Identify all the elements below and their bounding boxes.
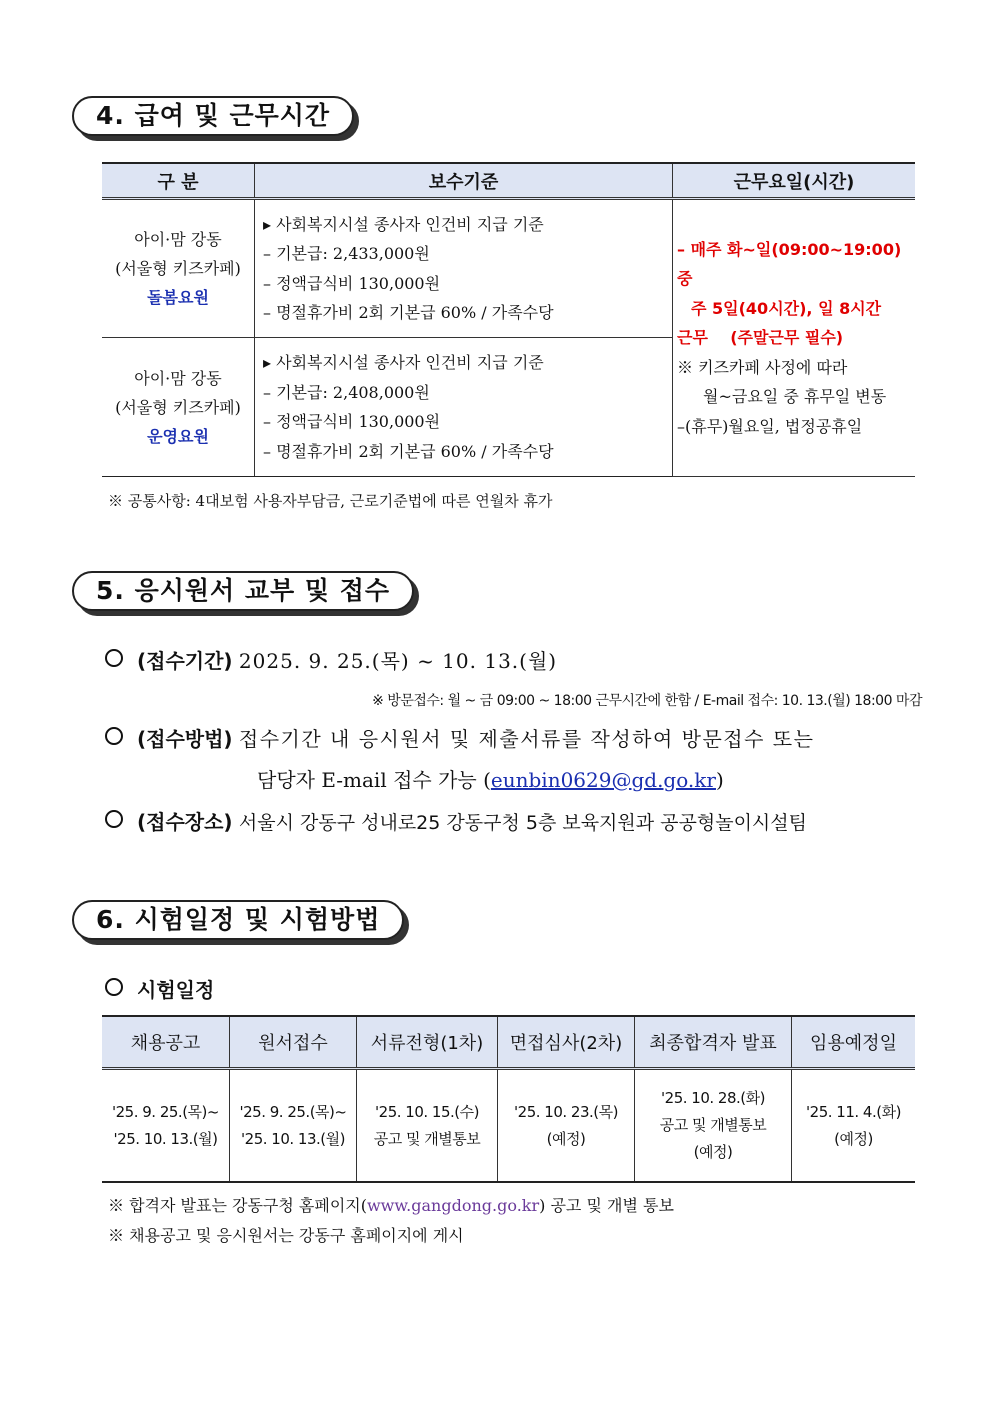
hours-line: 주 5일(40시간), 일 8시간 bbox=[691, 298, 882, 318]
category-line: (서울형 키즈카페) bbox=[115, 397, 241, 417]
schedule-label: 시험일정 bbox=[137, 978, 215, 1002]
application-place bbox=[105, 806, 807, 835]
cell-line: 공고 및 개별통보 bbox=[659, 1116, 767, 1134]
application-period bbox=[105, 645, 557, 674]
category-line: (서울형 키즈카페) bbox=[115, 259, 241, 278]
schedule-cell bbox=[498, 1069, 635, 1183]
hours-line: 근무 (주말근무 필수) bbox=[677, 328, 844, 348]
cell-line: '25. 10. 13.(월) bbox=[113, 1129, 218, 1148]
work-hours-cell bbox=[673, 199, 916, 477]
method-value-2: 담당자 E-mail 접수 가능 ( bbox=[257, 768, 491, 792]
cell-line: '25. 10. 28.(화) bbox=[661, 1089, 765, 1107]
place-label: (접수장소) bbox=[137, 810, 233, 834]
exam-schedule-table bbox=[102, 1015, 915, 1183]
header-cell: 채용공고 bbox=[102, 1016, 230, 1069]
cell-line: '25. 10. 23.(목) bbox=[514, 1102, 618, 1121]
category-line: 아이·맘 강동 bbox=[134, 230, 222, 249]
method-label: (접수방법) bbox=[137, 727, 233, 751]
circle-bullet-icon bbox=[105, 649, 123, 667]
schedule-cell bbox=[102, 1069, 230, 1183]
schedule-cell bbox=[357, 1069, 498, 1183]
note-text: ) 공고 및 개별 통보 bbox=[539, 1196, 674, 1215]
pay-line: ▸ 사회복지시설 종사자 인건비 지급 기준 bbox=[263, 353, 544, 372]
application-method-cont bbox=[257, 764, 724, 793]
cell-line: '25. 9. 25.(목)~ bbox=[112, 1102, 219, 1121]
schedule-header-row bbox=[102, 1016, 915, 1069]
place-value: 서울시 강동구 성내로25 강동구청 5층 보육지원과 공공형놀이시설팀 bbox=[238, 812, 807, 834]
header-cell: 서류전형(1차) bbox=[357, 1016, 498, 1069]
table-row bbox=[102, 199, 915, 338]
method-value: 접수기간 내 응시원서 및 제출서류를 작성하여 방문접수 또는 bbox=[238, 727, 815, 751]
circle-bullet-icon bbox=[105, 727, 123, 745]
cell-line: (예정) bbox=[546, 1129, 586, 1148]
salary-table-header bbox=[102, 163, 915, 199]
schedule-note-1 bbox=[108, 1193, 674, 1216]
pay-cell bbox=[255, 338, 673, 477]
salary-table bbox=[102, 162, 915, 477]
pay-line: – 기본급: 2,433,000원 bbox=[263, 244, 430, 263]
header-cell: 원서접수 bbox=[230, 1016, 357, 1069]
email-link[interactable]: eunbin0629@gd.go.kr bbox=[490, 768, 716, 792]
cell-line: (예정) bbox=[693, 1143, 733, 1161]
common-notes: ※ 공통사항: 4대보험 사용자부담금, 근로기준법에 따른 연월차 휴가 bbox=[108, 492, 553, 510]
schedule-cell bbox=[230, 1069, 357, 1183]
cell-line: '25. 10. 15.(수) bbox=[375, 1102, 479, 1121]
hours-note: –(휴무)월요일, 법정공휴일 bbox=[677, 416, 863, 436]
cell-line: '25. 11. 4.(화) bbox=[806, 1102, 901, 1121]
header-pay-standard: 보수기준 bbox=[255, 163, 673, 199]
hours-note: 월~금요일 중 휴무일 변동 bbox=[703, 387, 887, 407]
header-category: 구 분 bbox=[102, 163, 255, 199]
cell-line: '25. 9. 25.(목)~ bbox=[239, 1102, 347, 1121]
role-name: 운영요원 bbox=[147, 426, 209, 446]
circle-bullet-icon bbox=[105, 810, 123, 828]
header-work-hours: 근무요일(시간) bbox=[673, 163, 916, 199]
role-name: 돌봄요원 bbox=[147, 288, 209, 307]
schedule-note-2: ※ 채용공고 및 응시원서는 강동구 홈페이지에 게시 bbox=[108, 1226, 464, 1245]
category-line: 아이·맘 강동 bbox=[134, 368, 222, 388]
hours-line: – 매주 화~일(09:00~19:00) 중 bbox=[677, 239, 902, 289]
pay-line: – 명절휴가비 2회 기본급 60% / 가족수당 bbox=[263, 303, 554, 322]
cell-line: (예정) bbox=[834, 1129, 873, 1148]
pay-cell bbox=[255, 199, 673, 338]
period-note: ※ 방문접수: 월 ~ 금 09:00 ~ 18:00 근무시간에 한함 / E-mail 접수: 10. 13.(월) 18:00 마감 bbox=[372, 693, 922, 709]
hours-note: ※ 키즈카페 사정에 따라 bbox=[677, 357, 848, 377]
application-method bbox=[105, 723, 920, 752]
pay-line: – 기본급: 2,408,000원 bbox=[263, 382, 430, 402]
circle-bullet-icon bbox=[105, 978, 123, 996]
category-cell bbox=[102, 199, 255, 338]
pay-line: – 정액급식비 130,000원 bbox=[263, 412, 441, 431]
schedule-heading bbox=[105, 974, 214, 1003]
header-cell: 임용예정일 bbox=[792, 1016, 916, 1069]
category-cell bbox=[102, 338, 255, 477]
pay-line: – 정액급식비 130,000원 bbox=[263, 273, 441, 293]
section-6-title: 6. 시험일정 및 시험방법 bbox=[72, 900, 404, 940]
header-cell: 면접심사(2차) bbox=[498, 1016, 635, 1069]
cell-line: '25. 10. 13.(월) bbox=[241, 1129, 345, 1148]
schedule-cell bbox=[792, 1069, 916, 1183]
header-cell: 최종합격자 발표 bbox=[635, 1016, 792, 1069]
schedule-row bbox=[102, 1069, 915, 1183]
period-value: 2025. 9. 25.(목) ~ 10. 13.(월) bbox=[238, 649, 558, 673]
note-text: ※ 합격자 발표는 강동구청 홈페이지( bbox=[108, 1196, 367, 1215]
pay-line: – 명절휴가비 2회 기본급 60% / 가족수당 bbox=[263, 441, 554, 461]
period-label: (접수기간) bbox=[137, 649, 233, 673]
section-4-title: 4. 급여 및 근무시간 bbox=[72, 96, 354, 136]
schedule-cell bbox=[635, 1069, 792, 1183]
section-5-title: 5. 응시원서 교부 및 접수 bbox=[72, 571, 414, 611]
method-value-3: ) bbox=[715, 768, 724, 792]
homepage-url[interactable]: www.gangdong.go.kr bbox=[366, 1196, 540, 1215]
cell-line: 공고 및 개별통보 bbox=[373, 1129, 481, 1148]
pay-line: ▸ 사회복지시설 종사자 인건비 지급 기준 bbox=[263, 214, 544, 234]
